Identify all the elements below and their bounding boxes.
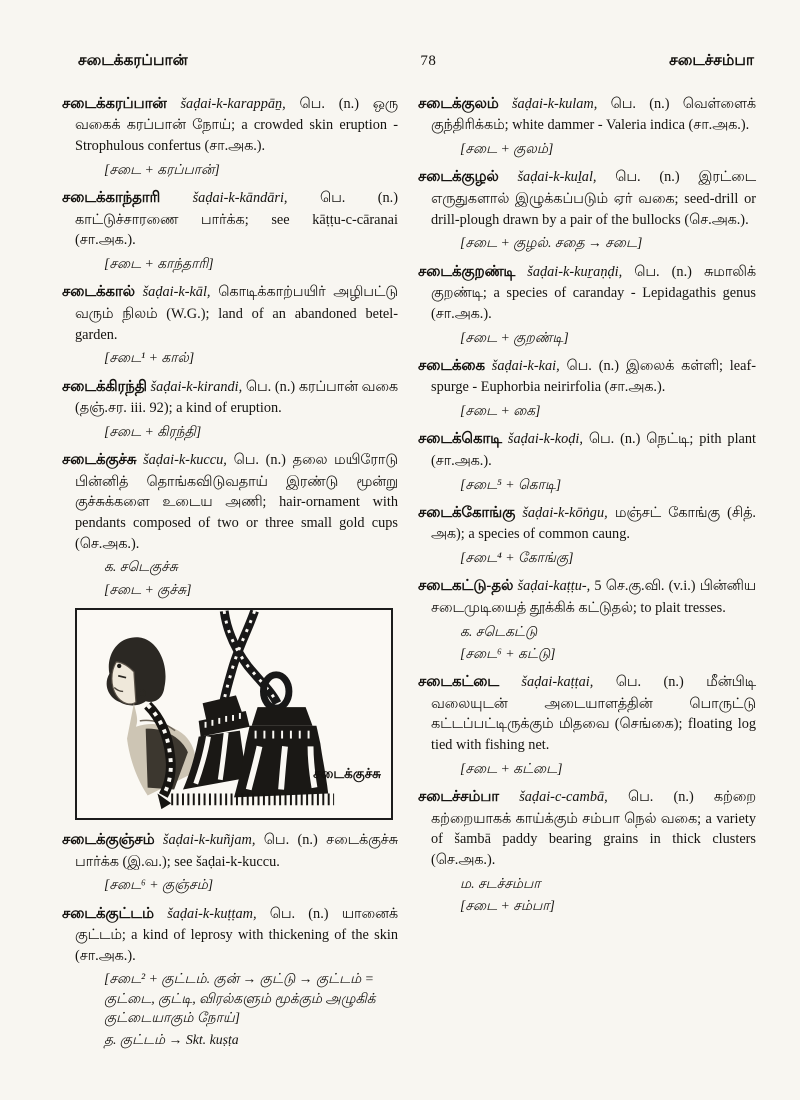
entry-first-paragraph bbox=[62, 377, 398, 419]
entry-definition: பெ. (n.) சுமாலிக் குறண்டி; a species of caranday - Lepidagathis genus (சா.அக.). bbox=[431, 263, 756, 322]
entry-first-paragraph bbox=[418, 356, 756, 398]
dictionary-entry bbox=[62, 94, 398, 179]
entry-transliteration: šaḍai-k-kulam, bbox=[511, 96, 598, 112]
entry-headword: சடைக்குட்டம் bbox=[62, 905, 154, 922]
entry-transliteration: šaḍai-k-koḍi, bbox=[507, 431, 583, 448]
entry-headword: சடைச்சம்பா bbox=[418, 789, 500, 806]
entry-headword: சடைகட்டை bbox=[418, 674, 499, 691]
entry-first-paragraph bbox=[418, 503, 756, 545]
entry-transliteration: šaḍai-k-kuḻal, bbox=[517, 169, 597, 186]
hair-ornament-illustration bbox=[77, 610, 391, 818]
entry-transliteration: šaḍai-kaṭṭu-, bbox=[517, 578, 591, 595]
entry-transliteration: šaḍai-k-kuñjam, bbox=[162, 832, 256, 849]
entry-first-paragraph bbox=[62, 188, 398, 251]
entry-first-paragraph bbox=[418, 94, 756, 136]
page-header bbox=[78, 52, 754, 71]
entry-first-paragraph bbox=[62, 450, 398, 554]
entry-etymology-line: [சடை¹ + கால்] bbox=[104, 350, 195, 366]
woman-figure bbox=[107, 637, 197, 809]
entry-definition: பெ. (n.) காட்டுச்சாரணை பார்க்க; see kāṭṭu-c-cāranai (சா.அக.). bbox=[75, 190, 398, 249]
dictionary-entry bbox=[62, 377, 398, 441]
entry-headword: சடைக்கை bbox=[418, 357, 485, 374]
entry-headword: சடைக்குறண்டி bbox=[418, 263, 516, 280]
left-column bbox=[62, 94, 398, 1080]
entry-definition: பெ. (n.) இரட்டை எருதுகளால் இழுக்கப்படும் ஏர் வகை; seed-drill or drill-plough drawn by a pair of the bullocks (செ.அக.). bbox=[431, 169, 756, 228]
entry-definition: பெ. (n.) கற்றை கற்றையாகக் காய்க்கும் சம்பா நெல் வகை; a variety of šambā paddy bearing grains in thick clusters (செ.அக.). bbox=[431, 789, 757, 868]
entry-etymology-line: [சடை + குச்சு] bbox=[104, 581, 192, 597]
entry-first-paragraph bbox=[62, 282, 398, 345]
header-guide-word-left: சடைக்கரப்பான் bbox=[78, 52, 188, 69]
entry-headword: சடைக்கொடி bbox=[418, 431, 502, 448]
entry-first-paragraph bbox=[62, 94, 398, 157]
entry-transliteration: šaḍai-k-kai, bbox=[491, 357, 560, 374]
entry-first-paragraph bbox=[62, 830, 398, 872]
entry-definition: பெ. (n.) ஒரு வகைக் கரப்பான் நோய்; a crowded skin eruption - Strophulous confertus (சா.அக.). bbox=[75, 96, 399, 155]
dictionary-entry bbox=[418, 356, 756, 420]
entry-definition: பெ. (n.) மீன்பிடி வலையுடன் அடையாளத்தின் பொருட்டு கட்டப்பட்டிருக்கும் மிதவை (செங்கை); floating log tied with fishing net. bbox=[431, 674, 756, 754]
entry-definition: பெ. (n.) வெள்ளைக் குந்திரிக்கம்; white dammer - Valeria indica (சா.அக.). bbox=[431, 96, 756, 134]
entry-headword: சடைக்குழல் bbox=[418, 169, 499, 186]
entry-etymology-line: [சடை² + குட்டம். குன் → குட்டு → குட்டம் = குட்டை, குட்டி, விரல்களும் மூக்கும் அழுகிக் குட்டையாகும் நோய்] bbox=[104, 971, 376, 1026]
entry-first-paragraph bbox=[418, 672, 756, 756]
entry-first-paragraph bbox=[418, 167, 756, 230]
entry-headword: சடைக்குலம் bbox=[418, 96, 499, 112]
entry-etymology-line: [சடை + கட்டை] bbox=[460, 760, 563, 776]
dictionary-entry bbox=[418, 429, 756, 493]
entry-headword: சடைக்கரப்பான் bbox=[62, 96, 167, 112]
entry-definition: மஞ்சட் கோங்கு (சித். அக); a species of common caung. bbox=[431, 504, 757, 543]
right-column bbox=[418, 94, 756, 1080]
entry-transliteration: šaḍai-k-kuṟaṇḍi, bbox=[527, 263, 623, 280]
entry-etymology-line: [சடை⁵ + கொடி] bbox=[460, 476, 562, 492]
header-guide-word-right: சடைச்சம்பா bbox=[669, 52, 754, 69]
dictionary-entry bbox=[418, 503, 756, 567]
entry-etymology-line: [சடை⁶ + கட்டு] bbox=[460, 645, 556, 661]
entry-definition: 5 செ.கு.வி. (v.i.) பின்னிய சடைமுடியைத் தூக்கிக் கட்டுதல்; to plait tresses. bbox=[431, 578, 757, 616]
entry-headword: சடைக்கிரந்தி bbox=[62, 378, 147, 395]
entry-etymology-line: [சடை + குலம்] bbox=[460, 141, 554, 157]
dictionary-entry bbox=[418, 672, 756, 778]
entry-transliteration: šaḍai-k-kirandi, bbox=[150, 378, 243, 395]
entry-definition: பெ. (n.) கரப்பான் வகை (தஞ்.சர. iii. 92); a kind of eruption. bbox=[75, 378, 398, 417]
entry-transliteration: šaḍai-c-cambā, bbox=[519, 789, 608, 806]
entry-definition: பெ. (n.) இலைக் கள்ளி; leaf-spurge - Euphorbia neirirfolia (சா.அக.). bbox=[431, 357, 756, 396]
entry-etymology-line: ம. சடச்சம்பா bbox=[460, 875, 541, 891]
entry-etymology-line: [சடை + கை] bbox=[460, 403, 541, 419]
entry-first-paragraph bbox=[418, 576, 756, 618]
entry-headword: சடைகட்டு-தல் bbox=[418, 578, 514, 595]
dictionary-entry bbox=[62, 450, 398, 599]
entry-transliteration: šaḍai-k-kāl, bbox=[142, 284, 211, 301]
entry-etymology-line: [சடை + காந்தாரி] bbox=[104, 256, 214, 272]
entry-definition: பெ. (n.) நெட்டி; pith plant (சா.அக.). bbox=[431, 431, 757, 469]
text-columns bbox=[62, 94, 758, 1080]
entry-etymology-line: [சடை + கரப்பான்] bbox=[104, 161, 220, 177]
entry-etymology-line: க. சடெகுச்சு bbox=[104, 559, 178, 575]
dictionary-entry bbox=[418, 167, 756, 252]
dictionary-entry bbox=[62, 904, 398, 1050]
entry-definition: கொடிக்காற்பயிர் அழிபட்டு வரும் நிலம் (W.G.); land of an abandoned betel-garden. bbox=[75, 284, 399, 343]
entry-headword: சடைக்கால் bbox=[62, 284, 135, 301]
illustration-figure bbox=[75, 608, 393, 820]
entry-etymology-line: த. குட்டம் → Skt. kuṣṭa bbox=[104, 1032, 239, 1048]
entry-headword: சடைக்காந்தாரி bbox=[62, 190, 161, 207]
entry-definition: பெ. (n.) சடைக்குச்சு பார்க்க (இ.வ.); see šaḍai-k-kuccu. bbox=[75, 832, 398, 870]
entry-transliteration: šaḍai-k-kuṭṭam, bbox=[167, 905, 257, 922]
entry-definition: பெ. (n.) தலை மயிரோடு பின்னித் தொங்கவிடுவதாய் இரண்டு மூன்று குச்சுக்களை உடைய அணி; hair-ornament with pendants composed of two or three small gold cups (செ.அக.). bbox=[75, 452, 399, 552]
entry-transliteration: šaḍai-k-kāndāri, bbox=[192, 190, 288, 207]
dictionary-entry bbox=[418, 787, 756, 915]
page-number: 78 bbox=[420, 53, 437, 69]
entry-first-paragraph bbox=[418, 787, 756, 871]
dictionary-entry bbox=[62, 282, 398, 367]
entry-etymology-line: [சடை + கிரந்தி] bbox=[104, 423, 202, 439]
entry-first-paragraph bbox=[62, 904, 398, 967]
entry-etymology-line: [சடை⁴ + கோங்கு] bbox=[460, 550, 574, 566]
entry-transliteration: šaḍai-k-karappāṉ, bbox=[180, 96, 286, 112]
dictionary-entry bbox=[62, 188, 398, 273]
entry-first-paragraph bbox=[418, 429, 756, 471]
cord-lines bbox=[223, 611, 289, 708]
entry-etymology-line: [சடை⁶ + குஞ்சம்] bbox=[104, 877, 214, 893]
entry-etymology-line: [சடை + குழல். சதை → சடை] bbox=[460, 235, 643, 251]
entry-etymology-line: [சடை + சம்பா] bbox=[460, 897, 555, 913]
entry-etymology-line: [சடை + குறண்டி] bbox=[460, 329, 569, 345]
entry-headword: சடைக்குச்சு bbox=[62, 452, 137, 469]
entry-transliteration: šaḍai-kaṭṭai, bbox=[521, 674, 594, 691]
entry-etymology-line: க. சடெகட்டு bbox=[460, 623, 538, 639]
dictionary-entry bbox=[418, 576, 756, 663]
figure-caption: சடைக்குச்சு bbox=[313, 766, 381, 782]
entry-headword: சடைக்குஞ்சம் bbox=[62, 832, 155, 849]
entry-definition: பெ. (n.) யானைக் குட்டம்; a kind of leprosy with thickening of the skin (சா.அக.). bbox=[75, 905, 399, 964]
dictionary-entry bbox=[62, 830, 398, 894]
entry-transliteration: šaḍai-k-kuccu, bbox=[143, 452, 227, 469]
dictionary-entry bbox=[418, 94, 756, 158]
entry-transliteration: šaḍai-k-kōṅgu, bbox=[522, 504, 608, 521]
dictionary-entry bbox=[418, 262, 756, 347]
entry-first-paragraph bbox=[418, 262, 756, 325]
entry-headword: சடைக்கோங்கு bbox=[418, 504, 516, 521]
